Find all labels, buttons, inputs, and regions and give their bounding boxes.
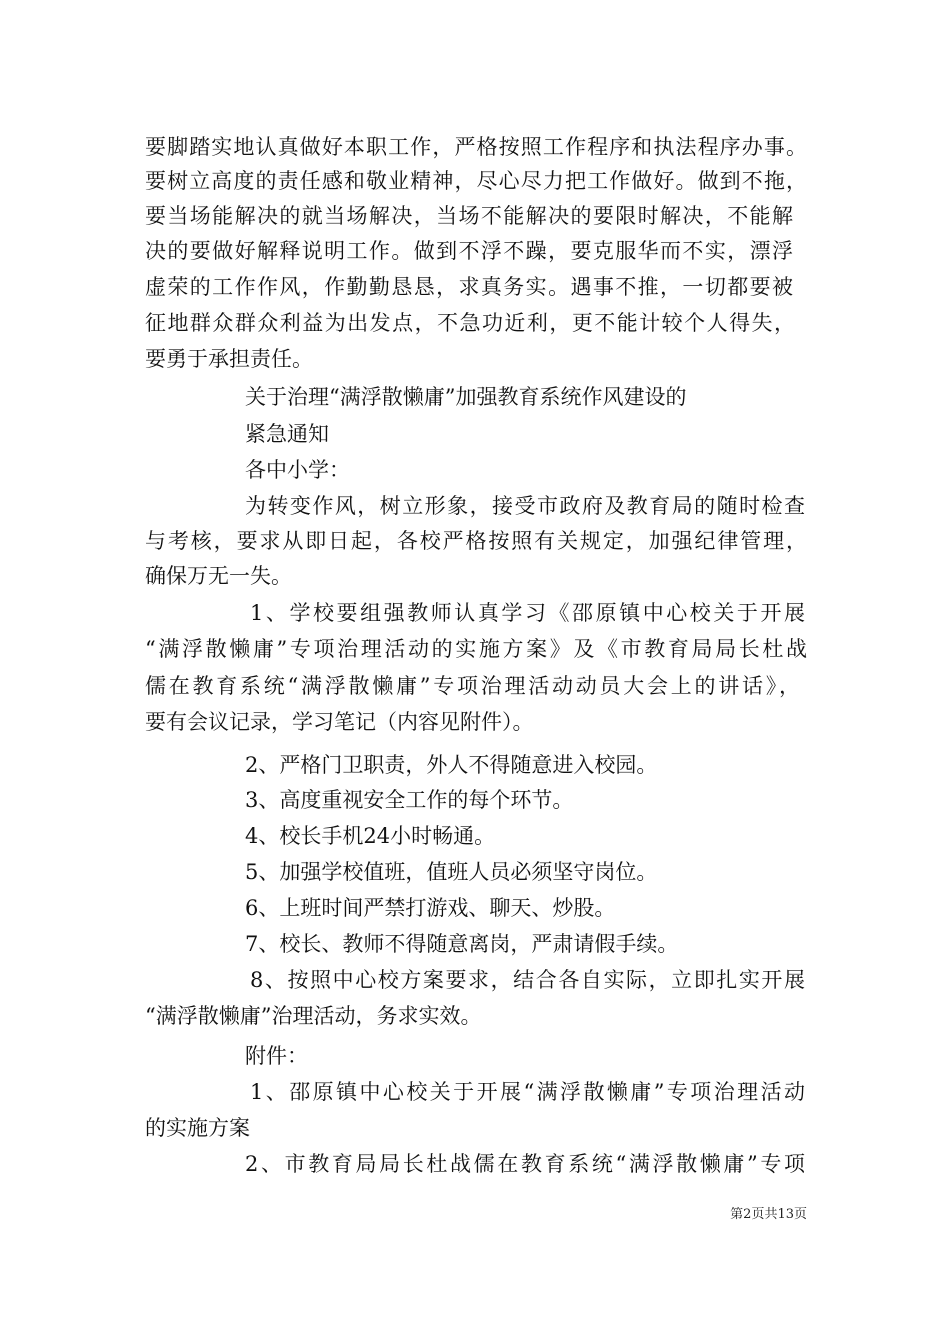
salutation: 各中小学： (245, 458, 350, 482)
list-item: 5、加强学校值班，值班人员必须坚守岗位。 (245, 860, 658, 884)
notice-title: 关于治理“满浮散懒庸”加强教育系统作风建设的 (245, 385, 687, 409)
list-item: 7、校长、教师不得随意离岗，严肃请假手续。 (245, 932, 679, 956)
page-number: 第2页共13页 (730, 1207, 807, 1222)
body-line: 要勇于承担责任。 (145, 347, 313, 371)
list-item: 6、上班时间严禁打游戏、聊天、炒股。 (245, 896, 616, 920)
attachment-item: 1、邵原镇中心校关于开展“满浮散懒庸”专项治理活动 (250, 1080, 805, 1104)
list-item: 4、校长手机24小时畅通。 (245, 824, 496, 848)
body-line: 确保万无一失。 (145, 564, 292, 588)
list-item: “满浮散懒庸”专项治理活动的实施方案》及《市教育局局长杜战 (145, 637, 807, 661)
attachment-item: 的实施方案 (145, 1116, 250, 1140)
body-line: 虚荣的工作作风，作勤勤恳恳，求真务实。遇事不推，一切都要被 (145, 275, 793, 299)
list-item: “满浮散懒庸”治理活动，务求实效。 (145, 1004, 482, 1028)
list-item: 8、按照中心校方案要求，结合各自实际，立即扎实开展 (250, 968, 805, 992)
body-line: 决的要做好解释说明工作。做到不浮不躁，要克服华而不实，漂浮 (145, 239, 793, 263)
body-line: 要脚踏实地认真做好本职工作，严格按照工作程序和执法程序办事。 (145, 135, 807, 159)
body-line: 为转变作风，树立形象，接受市政府及教育局的随时检查 (245, 494, 805, 518)
list-item: 1、学校要组强教师认真学习《邵原镇中心校关于开展 (250, 601, 805, 625)
body-line: 要当场能解决的就当场解决，当场不能解决的要限时解决，不能解 (145, 204, 793, 228)
list-item: 要有会议记录，学习笔记（内容见附件）。 (145, 710, 534, 734)
attachment-item: 2、市教育局局长杜战儒在教育系统“满浮散懒庸”专项 (245, 1152, 805, 1176)
list-item: 3、高度重视安全工作的每个环节。 (245, 788, 574, 812)
list-item: 儒在教育系统“满浮散懒庸”专项治理活动动员大会上的讲话》， (145, 674, 800, 698)
list-item: 2、严格门卫职责，外人不得随意进入校园。 (245, 753, 658, 777)
attachment-heading: 附件： (245, 1044, 308, 1068)
body-line: 征地群众群众利益为出发点，不急功近利，更不能计较个人得失， (145, 311, 795, 335)
body-line: 与考核，要求从即日起，各校严格按照有关规定，加强纪律管理， (145, 529, 807, 553)
notice-title: 紧急通知 (245, 422, 329, 446)
body-line: 要树立高度的责任感和敬业精神，尽心尽力把工作做好。做到不拖， (145, 169, 807, 193)
